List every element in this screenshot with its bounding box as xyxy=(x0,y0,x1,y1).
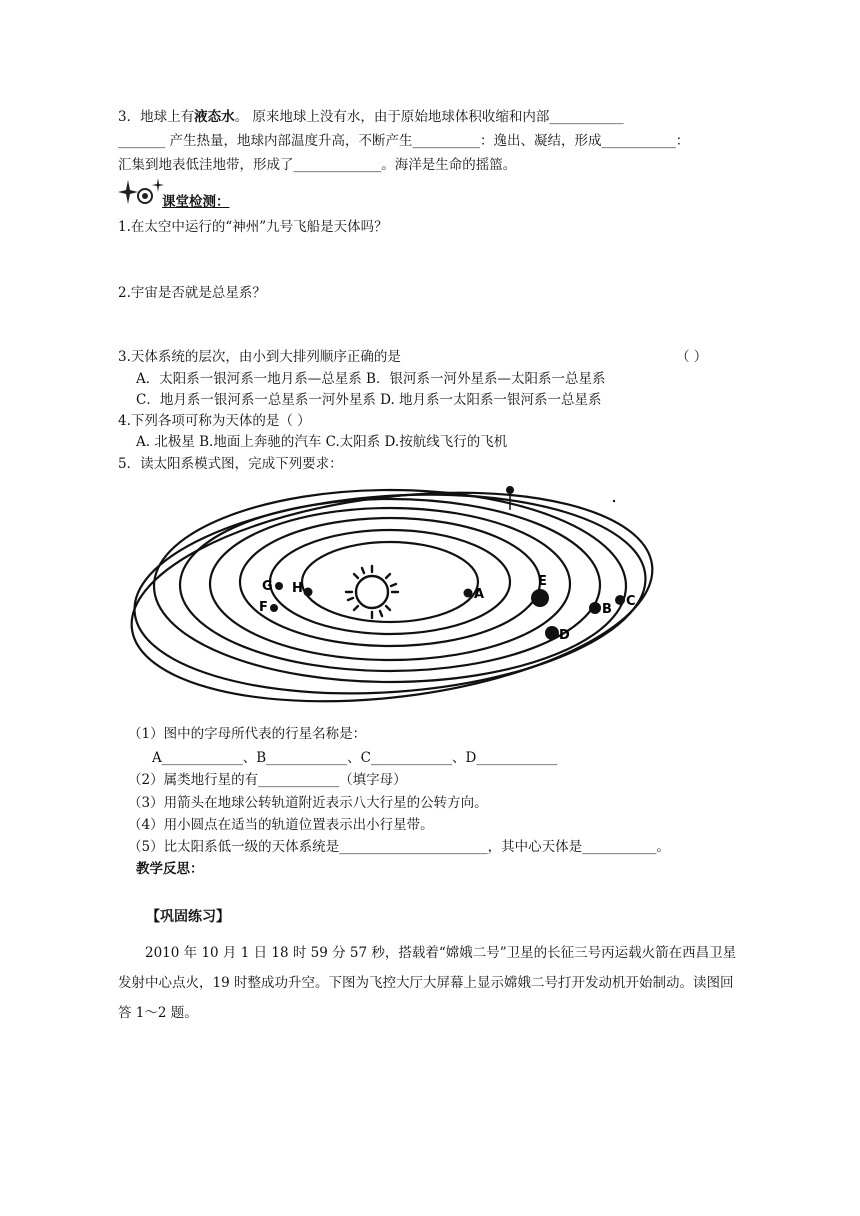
planet-a xyxy=(464,589,473,598)
label-g: G xyxy=(262,579,273,594)
question-3-options-cd: C．地月系一银河系一总星系一河外星系 D. 地月系一太阳系一银河系一总星系 xyxy=(136,392,602,408)
question-2: 2.宇宙是否就是总星系？ xyxy=(118,285,266,301)
label-e: E xyxy=(538,574,547,589)
question-4-stem: 4.下列各项可称为天体的是（ ） xyxy=(118,413,311,429)
question-1: 1.在太空中运行的“神州”九号飞船是天体吗？ xyxy=(118,219,388,235)
planet-g xyxy=(275,582,283,590)
orbit-2 xyxy=(270,530,510,634)
practice-paragraph: 2010 年 10 月 1 日 18 时 59 分 57 秒，搭载着“嫦娥二号”卫星的长征三号丙运载火箭在西昌卫星发射中心点火，19 时整成功升空。下图为飞控大厅大屏幕上显示嫦娥二号打开发动机开始制动。读图回答 1～2 题。 xyxy=(118,945,737,1021)
reflection-label: 教学反思： xyxy=(136,861,204,877)
subquestion-5: （5）比太阳系低一级的天体系统是______________________，其中心天体是___________。 xyxy=(128,839,670,855)
subquestion-2: （2）属类地行星的有____________（填字母） xyxy=(128,772,407,788)
question-5-stem: 5．读太阳系模式图，完成下列要求： xyxy=(118,456,343,472)
practice-title: 【巩固练习】 xyxy=(146,909,230,925)
subquestion-4: （4）用小圆点在适当的轨道位置表示出小行星带。 xyxy=(128,817,434,833)
label-d: D xyxy=(559,628,570,643)
question-3-options-ab: A．太阳系一银河系一地月系—总星系 B．银河系一河外星系—太阳系一总星系 xyxy=(136,371,606,387)
label-b: B xyxy=(602,602,612,617)
label-c-right: C xyxy=(626,594,636,609)
question-4-options: A. 北极星 B.地面上奔驰的汽车 C.太阳系 D.按航线飞行的飞机 xyxy=(136,434,508,450)
planet-h xyxy=(304,588,313,597)
planet-e xyxy=(531,589,549,607)
orbit-3 xyxy=(240,518,540,646)
planet-d xyxy=(545,626,559,640)
dot-mark xyxy=(613,500,615,502)
check-heading xyxy=(118,176,268,208)
section3-line1-prefix: 3．地球上有 xyxy=(118,109,195,125)
section3-line2: _______ 产生热量，地球内部温度升高，不断产生__________：逸出、凝结，形成___________： xyxy=(118,133,690,149)
sparkle-icon xyxy=(118,176,164,208)
planet-b xyxy=(589,602,601,614)
question-3-stem: 3.天体系统的层次，由小到大排列顺序正确的是 xyxy=(118,349,401,365)
solar-system-diagram xyxy=(128,482,658,712)
label-h: H xyxy=(292,581,303,596)
subquestion-1: （1）图中的字母所代表的行星名称是： xyxy=(128,726,367,742)
label-a: A xyxy=(474,587,485,602)
orbit-7 xyxy=(128,482,652,710)
section3-line3: 汇集到地表低洼地带，形成了_____________。海洋是生命的摇篮。 xyxy=(118,157,517,173)
check-heading-label: 课堂检测： xyxy=(162,194,230,210)
subquestion-3: （3）用箭头在地球公转轨道附近表示八大行星的公转方向。 xyxy=(128,795,488,811)
label-f: F xyxy=(259,600,268,615)
planet-c-right xyxy=(615,595,625,605)
subquestion-1-blanks: A____________、B____________、C____________、D____________ xyxy=(152,750,558,766)
section3-line1-suffix: 。 原来地球上没有水，由于原始地球体积收缩和内部___________ xyxy=(234,109,624,125)
sun-icon xyxy=(346,566,398,618)
liquid-water-term: 液态水 xyxy=(194,109,235,125)
section3-line1 xyxy=(118,108,624,126)
planet-f xyxy=(270,604,278,612)
question-3-answer-bracket: （ ） xyxy=(676,349,708,365)
